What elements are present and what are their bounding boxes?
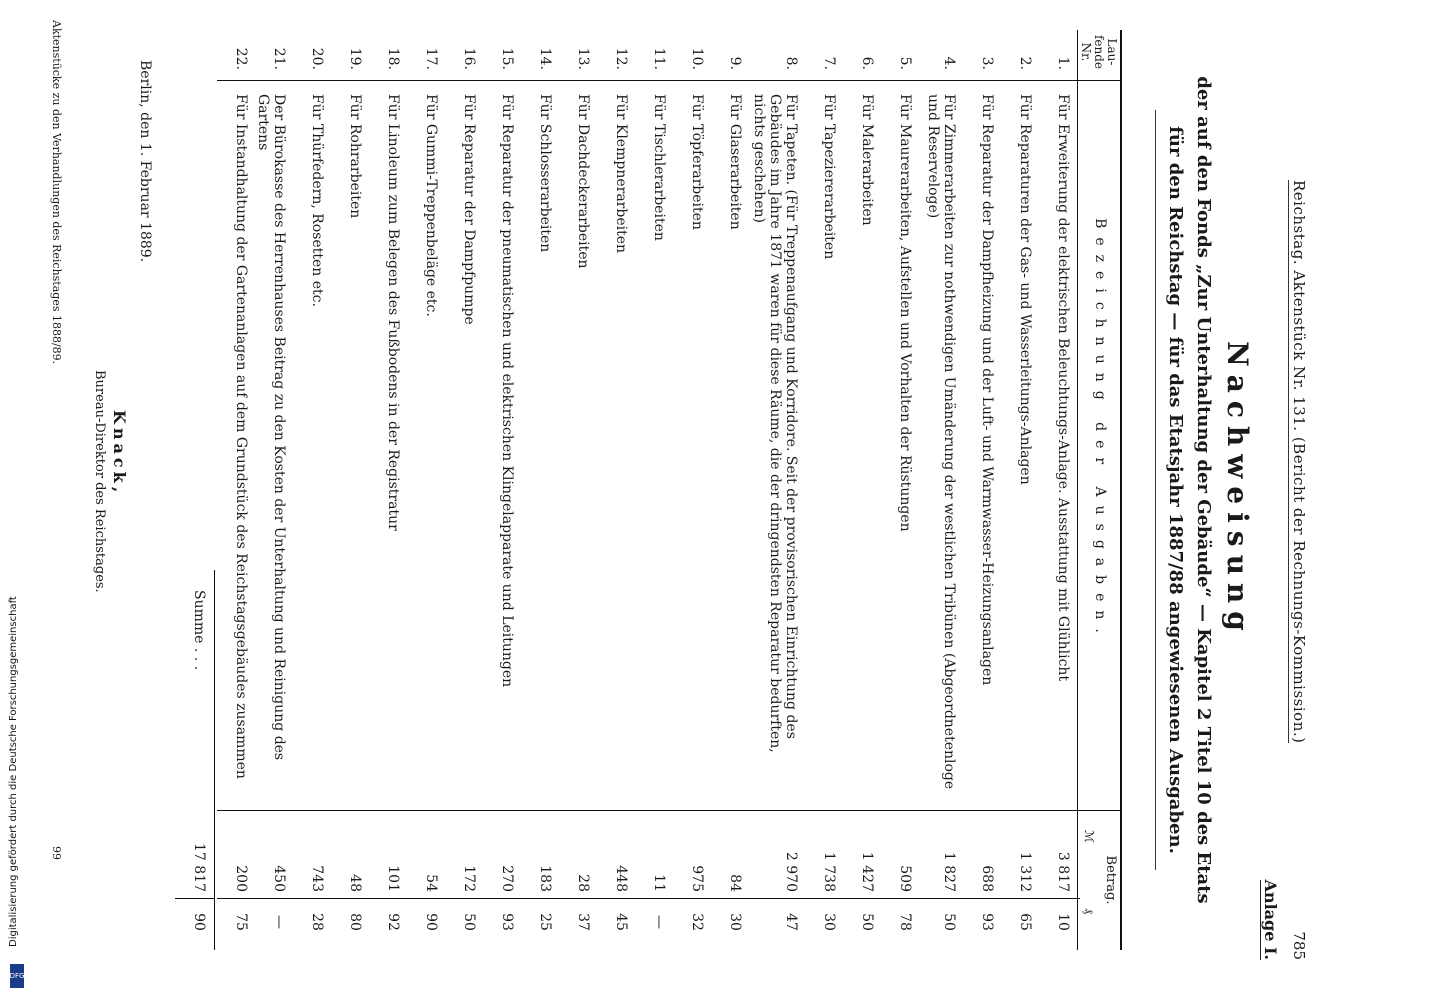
- place-date: Berlin, den 1. Februar 1889.: [137, 60, 153, 263]
- row-amount-pfennig: 25: [537, 913, 553, 931]
- row-number: 12.: [613, 47, 629, 70]
- row-number: 14.: [537, 47, 553, 70]
- row-number: 16.: [461, 47, 477, 70]
- row-amount-mark: 270: [499, 865, 515, 892]
- row-description: Für Malerarbeiten: [859, 94, 875, 226]
- table-row: [521, 30, 559, 950]
- row-amount-pfennig: 92: [385, 913, 401, 931]
- row-amount-pfennig: 93: [979, 913, 995, 931]
- row-amount-mark: 183: [537, 865, 553, 892]
- row-amount-pfennig: 30: [727, 913, 743, 931]
- table-row: [881, 30, 919, 950]
- table-row: [483, 30, 521, 950]
- row-number: 9.: [727, 56, 743, 70]
- row-number: 6.: [859, 56, 875, 70]
- row-amount-mark: 172: [461, 865, 477, 892]
- row-amount-mark: 1 738: [821, 851, 837, 892]
- sum-row: [173, 30, 217, 950]
- row-description: Für Linoleum zum Belegen des Fußbodens in der Registratur: [385, 94, 401, 531]
- row-amount-mark: 3 817: [1055, 851, 1071, 892]
- row-number: 8.: [783, 56, 799, 70]
- table-row: [559, 30, 597, 950]
- table-row: [635, 30, 673, 950]
- row-amount-mark: 1 827: [941, 851, 957, 892]
- table-row: [963, 30, 1001, 950]
- row-description: Für Reparaturen der Gas- und Wasserleitungs-Anlagen: [1017, 94, 1033, 485]
- row-number: 13.: [575, 47, 591, 70]
- row-amount-mark: 450: [271, 865, 287, 892]
- row-number: 21.: [271, 47, 287, 70]
- row-amount-mark: 101: [385, 865, 401, 892]
- row-amount-pfennig: 50: [461, 913, 477, 931]
- row-amount-mark: 11: [651, 874, 667, 892]
- row-amount-pfennig: 32: [689, 913, 705, 931]
- row-description: Für Thürfedern, Rosetten etc.: [309, 94, 325, 307]
- table-row: [919, 30, 963, 950]
- row-amount-pfennig: 50: [859, 913, 875, 931]
- row-description: Für Dachdeckerarbeiten: [575, 94, 591, 269]
- table-row: [749, 30, 805, 950]
- expense-table: [173, 30, 1122, 950]
- row-amount-pfennig: 30: [821, 913, 837, 931]
- table-row: [331, 30, 369, 950]
- footer-source: Aktenstücke zu den Verhandlungen des Reichstages 1888/89.: [50, 20, 63, 365]
- table-row: [217, 30, 255, 950]
- row-amount-mark: 48: [347, 874, 363, 892]
- row-amount-mark: 84: [727, 874, 743, 892]
- row-description: Für Tapeziererarbeiten: [821, 94, 837, 260]
- row-amount-pfennig: 37: [575, 913, 591, 931]
- row-description: Für Tischlerarbeiten: [651, 94, 667, 241]
- row-description: Für Gummi-Treppenbeläge etc.: [423, 94, 439, 317]
- row-description: Für Reparatur der pneumatischen und elektrischen Klingelapparate und Leitungen: [499, 94, 515, 688]
- row-amount-mark: 54: [423, 874, 439, 892]
- row-number: 15.: [499, 47, 515, 70]
- table-row: [673, 30, 711, 950]
- row-number: 11.: [651, 47, 667, 70]
- row-description: Für Schlosserarbeiten: [537, 94, 553, 253]
- table-body: [217, 30, 1077, 950]
- row-description: Für Zimmerarbeiten zur nothwendigen Umänderung der westlichen Tribünen (Abgeordnetenloge und Reserveloge): [925, 94, 957, 790]
- table-header: [1077, 30, 1122, 950]
- table-row: [1001, 30, 1039, 950]
- sum-rule: [214, 570, 215, 950]
- row-amount-pfennig: 93: [499, 913, 515, 931]
- footer-number: 99: [50, 846, 63, 860]
- row-description: Für Töpferarbeiten: [689, 94, 705, 230]
- row-description: Für Reparatur der Dampfpumpe: [461, 94, 477, 325]
- table-row: [369, 30, 407, 950]
- document-subtitle-2: für den Reichstag — für das Etatsjahr 1887/88 angewiesenen Ausgaben.: [1165, 126, 1186, 854]
- row-amount-mark: 2 970: [783, 851, 799, 892]
- row-number: 4.: [941, 56, 957, 70]
- row-number: 5.: [897, 56, 913, 70]
- row-description: Für Erweiterung der elektrischen Beleuchtungs-Anlage. Ausstattung mit Glühlicht: [1055, 94, 1071, 682]
- row-number: 10.: [689, 47, 705, 70]
- row-description: Für Glaserarbeiten: [727, 94, 743, 230]
- row-amount-pfennig: —: [271, 915, 287, 929]
- row-amount-pfennig: 80: [347, 913, 363, 931]
- table-row: [843, 30, 881, 950]
- table-row: [711, 30, 749, 950]
- row-amount-pfennig: 65: [1017, 913, 1033, 931]
- annex-label: Anlage I.: [1261, 879, 1280, 960]
- row-amount-mark: 448: [613, 865, 629, 892]
- row-amount-mark: 743: [309, 865, 325, 892]
- row-description: Für Tapeten. (Für Treppenaufgang und Korridore. Seit der provisorischen Einrichtung des Gebäudes im Jahre 1871 waren für diese Räume, die der dringendsten Reparatur bedurften, nichts geschehen): [751, 94, 799, 753]
- header-amount: Betrag.: [1103, 855, 1118, 905]
- row-amount-pfennig: 10: [1055, 913, 1071, 931]
- signatory-name: Knack,: [110, 410, 129, 497]
- table-row: [255, 30, 293, 950]
- table-row: [1039, 30, 1077, 950]
- row-description: Für Rohrarbeiten: [347, 94, 363, 219]
- signatory-role: Bureau-Direktor des Reichstages.: [92, 370, 107, 593]
- row-amount-pfennig: 28: [309, 913, 325, 931]
- table-row: [597, 30, 635, 950]
- sum-pfennig: 90: [191, 913, 207, 931]
- row-description: Für Maurerarbeiten, Aufstellen und Vorhalten der Rüstungen: [897, 94, 913, 532]
- row-amount-pfennig: 90: [423, 913, 439, 931]
- digitization-note: Digitalisierung gefördert durch die Deutsche Forschungsgemeinschaft: [8, 596, 19, 947]
- running-header: [1286, 20, 1310, 960]
- currency-mark: ℳ: [1082, 830, 1096, 843]
- row-amount-mark: 509: [897, 865, 913, 892]
- table-row: [407, 30, 445, 950]
- sum-label: Summe . . .: [191, 590, 207, 671]
- sum-mark: 17 817: [191, 843, 207, 892]
- row-description: Für Klempnerarbeiten: [613, 94, 629, 254]
- row-description: Der Bürokasse des Herrenhauses Beitrag zu den Kosten der Unterhaltung und Reinigung des Gartens: [255, 94, 287, 761]
- document-title: Nachweisung: [1221, 341, 1254, 639]
- row-number: 7.: [821, 56, 837, 70]
- row-description: Für Instandhaltung der Gartenanlagen auf dem Grundstück des Reichstagsgebäudes zusammen: [233, 94, 249, 779]
- dfg-logo-icon: DFG: [10, 964, 24, 988]
- column-divider: [175, 898, 215, 899]
- title-rule: [1155, 110, 1156, 870]
- row-number: 18.: [385, 47, 401, 70]
- currency-pfennig: ₰: [1082, 908, 1096, 914]
- row-amount-pfennig: 78: [897, 913, 913, 931]
- row-number: 2.: [1017, 56, 1033, 70]
- document-subtitle-1: der auf den Fonds „Zur Unterhaltung der Gebäude“ — Kapitel 2 Titel 10 des Etats: [1193, 76, 1214, 904]
- row-amount-mark: 688: [979, 865, 995, 892]
- row-number: 17.: [423, 47, 439, 70]
- row-amount-pfennig: 50: [941, 913, 957, 931]
- row-number: 20.: [309, 47, 325, 70]
- row-amount-mark: 28: [575, 874, 591, 892]
- table-row: [445, 30, 483, 950]
- table-row: [293, 30, 331, 950]
- header-description: Bezeichnung der Ausgaben.: [1092, 218, 1108, 642]
- row-number: 1.: [1055, 56, 1071, 70]
- row-number: 19.: [347, 47, 363, 70]
- row-amount-mark: 1 312: [1017, 851, 1033, 892]
- row-amount-mark: 200: [233, 865, 249, 892]
- row-description: Für Reparatur der Dampfheizung und der Luft- und Warmwasser-Heizungsanlagen: [979, 94, 995, 686]
- row-amount-pfennig: —: [651, 915, 667, 929]
- row-amount-pfennig: 47: [783, 913, 799, 931]
- table-row: [805, 30, 843, 950]
- page-number: 785: [1290, 931, 1308, 960]
- row-amount-mark: 975: [689, 865, 705, 892]
- row-number: 22.: [233, 47, 249, 70]
- header-number: Lau-fende Nr.: [1079, 34, 1119, 70]
- row-amount-pfennig: 75: [233, 913, 249, 931]
- row-amount-pfennig: 45: [613, 913, 629, 931]
- row-amount-mark: 1 427: [859, 851, 875, 892]
- row-number: 3.: [979, 56, 995, 70]
- running-head-title: Reichstag. Aktenstück Nr. 131. (Bericht der Rechnungs-Kommission.): [1290, 180, 1308, 744]
